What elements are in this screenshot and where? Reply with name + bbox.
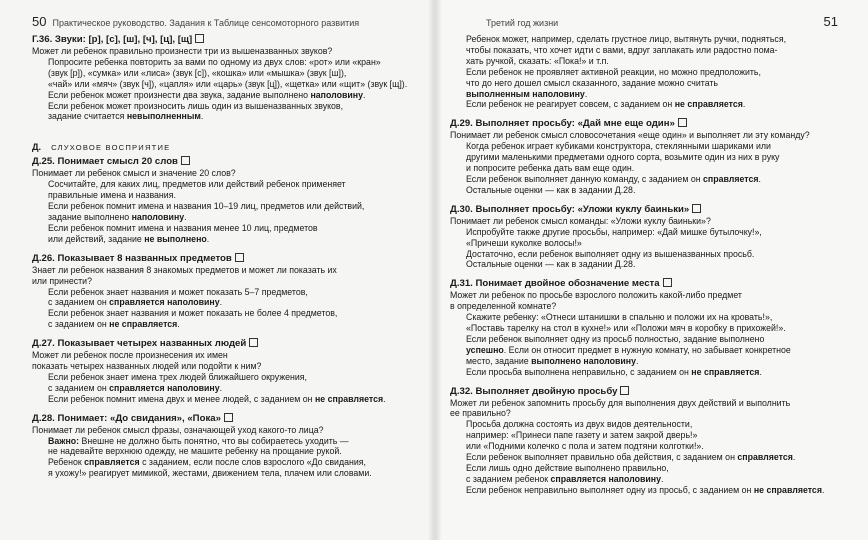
right-page xyxy=(434,0,868,540)
task-text: Если ребенок может произнести два звука, задание выполнено наполовину. xyxy=(48,89,366,100)
task-d31 xyxy=(450,278,838,377)
task-question: показать четырех названных людей или подойти к ним? xyxy=(32,361,262,372)
task-d30 xyxy=(450,204,838,271)
task-text: Если ребенок не реагирует совсем, с заданием он не справляется. xyxy=(466,99,746,110)
task-question: Знает ли ребенок названия 8 знакомых предметов и может ли показать их xyxy=(32,264,337,275)
task-text: Остальные оценки — как в задании Д.28. xyxy=(466,259,636,270)
task-text: место, задание выполнено наполовину. xyxy=(466,355,639,366)
task-text: Если ребенок помнит имена и названия 10–19 лиц, предметов или действий, xyxy=(48,201,365,212)
task-d25 xyxy=(32,156,420,244)
right-running-head: Третий год жизни xyxy=(486,18,559,28)
task-text: успешно. Если он относит предмет в нужную комнату, но забывает конкретное xyxy=(466,344,791,355)
task-text: Если ребенок помнит имена двух и менее людей, с заданием он не справляется. xyxy=(48,393,386,404)
task-text: «Поставь тарелку на стол в кухне!» или «Положи мяч в коробку в прихожей!». xyxy=(466,323,786,334)
checkbox-icon xyxy=(620,386,629,395)
task-text: с заданием он справляется наполовину. xyxy=(48,382,223,393)
task-text: Когда ребенок играет кубиками конструктора, стеклянными шариками или xyxy=(466,141,771,152)
task-title: Д.32. Выполняет двойную просьбу xyxy=(450,386,838,397)
task-title: Д.25. Понимает смысл 20 слов xyxy=(32,156,420,167)
task-d28 xyxy=(32,413,420,480)
task-question: в определенной комнате? xyxy=(450,301,557,312)
task-text: задание выполнено наполовину. xyxy=(48,211,187,222)
task-text: Сосчитайте, для каких лиц, предметов или действий ребенок применяет xyxy=(48,179,346,190)
task-title: Д.26. Показывает 8 названных предметов xyxy=(32,253,420,264)
task-text: Скажите ребенку: «Отнеси штанишки в спальню и положи их на кровать!», xyxy=(466,312,773,323)
task-d29 xyxy=(450,118,838,195)
task-question: Может ли ребенок по просьбе взрослого положить какой-либо предмет xyxy=(450,290,742,301)
task-title: Д.31. Понимает двойное обозначение места xyxy=(450,278,838,289)
task-text: хать ручкой, сказать: «Пока!» и т.п. xyxy=(466,55,609,66)
task-question: Может ли ребенок после произнесения их имен xyxy=(32,350,228,361)
task-d28-continued xyxy=(450,34,838,110)
task-question: Понимает ли ребенок смысл и значение 20 слов? xyxy=(32,168,236,179)
task-question: Может ли ребенок запомнить просьбу для выполнения двух действий и выполнить xyxy=(450,397,791,408)
task-title: Д.28. Понимает: «До свидания», «Пока» xyxy=(32,413,420,424)
checkbox-icon xyxy=(692,204,701,213)
task-text: Если ребенок знает названия и может показать 5–7 предметов, xyxy=(48,286,308,297)
checkbox-icon xyxy=(181,156,190,165)
task-text: с заданием ребенок справляется наполовину. xyxy=(466,473,664,484)
task-text: Если ребенок может произносить лишь один из вышеназванных звуков, xyxy=(48,100,344,111)
task-text: Если просьба выполнена неправильно, с заданием он не справляется. xyxy=(466,366,762,377)
left-page-number: 50 xyxy=(32,14,47,29)
task-d26 xyxy=(32,253,420,330)
task-question: или принести? xyxy=(32,275,92,286)
task-title: Г.36. Звуки: [р], [с], [ш], [ч], [ц], [щ] xyxy=(32,34,420,45)
checkbox-icon xyxy=(663,278,672,287)
section-heading: Д. СЛУХОВОЕ ВОСПРИЯТИЕ xyxy=(32,142,171,153)
task-text: Попросите ребенка повторить за вами по одному из двух слов: «рот» или «кран» xyxy=(48,56,381,67)
checkbox-icon xyxy=(235,253,244,262)
task-question: Понимает ли ребенок смысл фразы, означающей уход какого-то лица? xyxy=(32,424,324,435)
task-question: Может ли ребенок правильно произнести три из вышеназванных звуков? xyxy=(32,46,333,56)
task-text: выполненным наполовину. xyxy=(466,88,588,99)
checkbox-icon xyxy=(249,338,258,347)
task-question: Понимает ли ребенок смысл словосочетания «еще один» и выполняет ли эту команду? xyxy=(450,130,810,141)
task-text: не надевайте верхнюю одежду, не машите ребенку на прощание рукой. xyxy=(48,446,342,457)
task-title: Д.27. Показывает четырех названных людей xyxy=(32,338,420,349)
task-d32 xyxy=(450,386,838,496)
task-text: Ребенок справляется с заданием, если после слов взрослого «До свидания, xyxy=(48,457,366,468)
task-text: Если ребенок выполняет правильно оба действия, с заданием он справляется. xyxy=(466,452,796,463)
task-question: ее правильно? xyxy=(450,408,511,419)
task-title: Д.30. Выполняет просьбу: «Уложи куклу баиньки» xyxy=(450,204,838,215)
book-gutter xyxy=(428,0,442,540)
task-d27 xyxy=(32,338,420,405)
task-text: «Причеши куколке волосы!» xyxy=(466,237,582,248)
task-text: Если ребенок выполняет данную команду, с заданием он справляется. xyxy=(466,173,761,184)
task-text: что до него дошел смысл сказанного, задание можно считать xyxy=(466,77,719,88)
checkbox-icon xyxy=(678,118,687,127)
task-text: Если лишь одно действие выполнено правильно, xyxy=(466,463,669,473)
task-title: Д.29. Выполняет просьбу: «Дай мне еще один» xyxy=(450,118,838,129)
task-text: Если ребенок не проявляет активной реакции, но можно предположить, xyxy=(466,66,761,77)
task-text: Если ребенок знает имена трех людей ближайшего окружения, xyxy=(48,371,307,382)
task-text: Достаточно, если ребенок выполняет одну из вышеназванных просьб. xyxy=(466,248,755,259)
task-text: (звук [р]), «сумка» или «лиса» (звук [с]), «кошка» или «мышка» (звук [ш]), xyxy=(48,67,347,78)
task-question: Понимает ли ребенок смысл команды: «Уложи куклу баиньки»? xyxy=(450,215,711,226)
right-running-header xyxy=(450,14,838,34)
left-running-header xyxy=(32,14,420,34)
task-text: и попросите ребенка дать вам еще один. xyxy=(466,163,635,174)
task-text: я ухожу!» реагирует мимикой, жестами, движением тела, плачем или словами. xyxy=(48,468,372,479)
task-text: Испробуйте также другие просьбы, например: «Дай мишке бутылочку!», xyxy=(466,226,762,237)
right-page-number: 51 xyxy=(823,14,838,29)
task-text: или «Подними колечко с пола и затем подтяни колготки!». xyxy=(466,441,704,452)
task-text: задание считается невыполненным. xyxy=(48,111,204,122)
task-text: Если ребенок неправильно выполняет одну из просьб, с заданием он не справляется. xyxy=(466,484,825,495)
task-text: Остальные оценки — как в задании Д.28. xyxy=(466,184,636,195)
left-running-head: Практическое руководство. Задания к Таблице сенсомоторного развития xyxy=(52,18,360,28)
task-text: Важно: Внешне не должно быть понятно, что вы собираетесь уходить — xyxy=(48,435,349,446)
task-text: с заданием он справляется наполовину. xyxy=(48,297,223,308)
checkbox-icon xyxy=(224,413,233,422)
task-text: «чай» или «мяч» (звук [ч]), «цапля» или «царь» (звук [ц]), «щетка» или «щит» (звук [щ]). xyxy=(48,78,408,89)
task-text: другими маленькими предметами одного сорта, возьмите один из них в руку xyxy=(466,152,780,163)
task-text: Если ребенок знает названия и может показать не более 4 предметов, xyxy=(48,308,338,319)
checkbox-icon xyxy=(195,34,204,43)
task-g36 xyxy=(32,34,420,122)
task-text: или действий, задание не выполнено. xyxy=(48,233,210,244)
task-text: Просьба должна состоять из двух видов деятельности, xyxy=(466,419,693,430)
task-text: чтобы показать, что хочет идти с вами, вдруг заплакать или радостно пома- xyxy=(466,44,778,55)
task-text: правильные имена и названия. xyxy=(48,190,176,201)
task-text: с заданием он не справляется. xyxy=(48,319,180,330)
task-text: Если ребенок выполняет одну из просьб полностью, задание выполнено xyxy=(466,333,765,344)
task-text: Если ребенок помнит имена и названия менее 10 лиц, предметов xyxy=(48,222,318,233)
task-text: например: «Принеси папе газету и затем закрой дверь!» xyxy=(466,430,698,441)
task-text: Ребенок может, например, сделать грустное лицо, вытянуть ручки, подняться, xyxy=(466,34,787,44)
